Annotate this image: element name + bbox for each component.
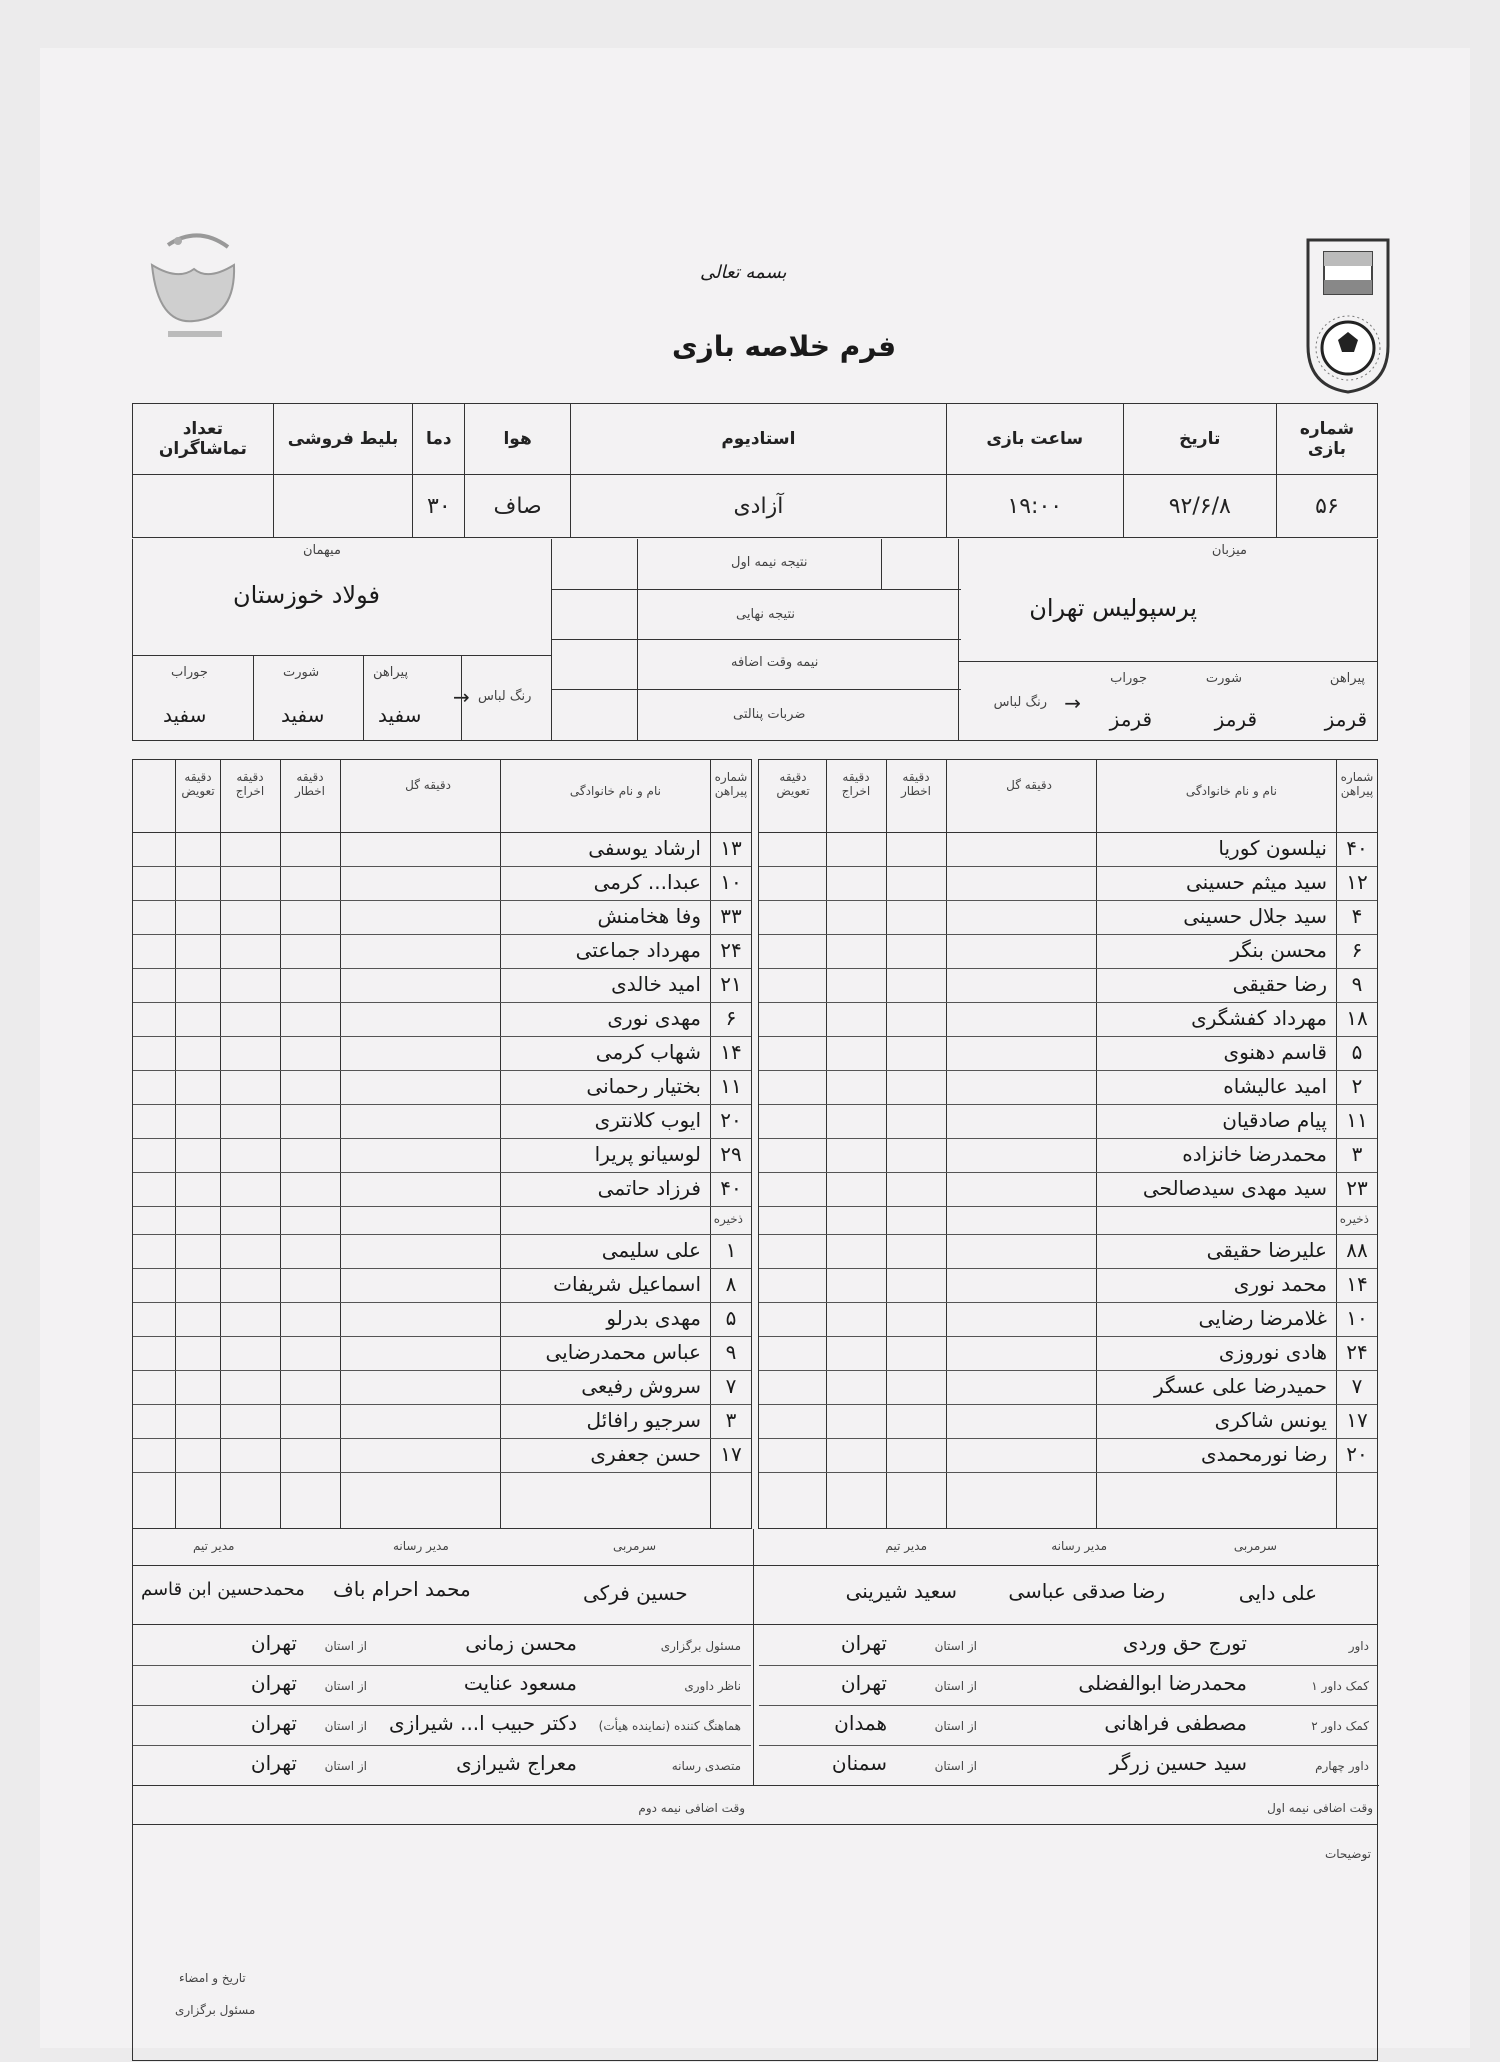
result-first-half-label: نتیجه نیمه اول [731,555,808,570]
guest-row-line [133,1438,751,1439]
host-col-substitution: دقیقه تعویض [776,770,810,798]
official-name: محمدرضا ابوالفضلی [1078,1671,1247,1695]
form-title: فرم خلاصه بازی [672,330,897,363]
host-row-line [759,1268,1377,1269]
time-label: ساعت بازی [946,404,1123,475]
organizer-province: تهران [250,1671,297,1695]
guest-row-line [133,1404,751,1405]
federation-logo [1302,236,1394,396]
guest-player-number: ۳۳ [720,904,742,928]
host-player-number: ۹ [1351,972,1363,996]
host-kit-socks: قرمز [1109,707,1152,731]
host-row-line [759,1206,1377,1207]
host-row-line [759,1070,1377,1071]
guest-col-goal: دقیقه گل [405,778,451,792]
guest-player-number: ۲۰ [720,1108,742,1132]
officials-section [132,1625,1378,1825]
host-reserve-name: محمد نوری [1233,1272,1327,1296]
official-row-line [759,1745,1377,1746]
host-reserve-name: علیرضا حقیقی [1206,1238,1327,1262]
host-coach-label: سرمربی [1233,1539,1277,1553]
guest-media-manager: محمد احرام باف [333,1577,471,1601]
guest-divider [551,539,552,741]
host-team-manager: سعید شیرینی [845,1579,957,1603]
host-label: میزبان [1211,543,1247,558]
guest-row-line [133,1302,751,1303]
host-kit-label: رنگ لباس [993,695,1047,710]
official-from: از استان [934,1759,977,1773]
host-reserve-name: حمیدرضا علی عسگر [1154,1374,1327,1398]
host-row-line [759,1036,1377,1037]
guest-kit-header-shorts: شورت [283,665,320,680]
host-row-line [759,1438,1377,1439]
guest-row-line [133,1472,751,1473]
host-row-line [759,934,1377,935]
guest-player-name: امید خالدی [611,972,701,996]
host-reserve-number: ۱۴ [1346,1272,1368,1296]
guest-reserve-name: علی سلیمی [601,1238,701,1262]
host-player-number: ۴۰ [1346,836,1368,860]
bismillah: بسمه تعالی [700,262,787,283]
host-row-line [759,1002,1377,1003]
host-reserve-name: غلامرضا رضایی [1198,1306,1327,1330]
arrow-icon: → [1064,691,1081,715]
guest-row-line [133,934,751,935]
date-value: ۹۲/۶/۸ [1123,475,1276,538]
results-grid [551,539,961,741]
host-player-number: ۳ [1351,1142,1363,1166]
host-player-number: ۴ [1351,904,1363,928]
guest-row-line [133,1268,751,1269]
host-kit-header-shirt: پیراهن [1329,671,1365,686]
host-reserve-number: ۸۸ [1346,1238,1368,1262]
host-player-name: محسن بنگر [1230,938,1327,962]
guest-row-line [133,1036,751,1037]
guest-player-number: ۱۳ [720,836,742,860]
guest-reserve-number: ۱۷ [720,1442,742,1466]
guest-player-number: ۶ [725,1006,737,1030]
host-player-name: مهرداد کفشگری [1191,1006,1327,1030]
host-player-name: قاسم دهنوی [1223,1040,1327,1064]
host-kit-shorts: قرمز [1214,707,1257,731]
match-info-table [132,403,1378,538]
date-label: تاریخ [1123,404,1276,475]
organizer-name: معراج شیرازی [456,1751,577,1775]
official-row-line [133,1745,751,1746]
guest-coach-label: سرمربی [613,1539,657,1553]
organizer-role: متصدی رسانه [671,1759,741,1773]
host-reserve-name: هادی نوروزی [1218,1340,1327,1364]
organizer-logo [138,225,248,345]
guest-reserve-name: سرجیو رافائل [586,1408,701,1432]
result-penalties-label: ضربات پنالتی [733,707,806,722]
organizer-province: تهران [250,1631,297,1655]
host-col-warning: دقیقه اخطار [900,770,932,798]
host-player-number: ۲ [1351,1074,1363,1098]
guest-player-number: ۴۰ [720,1176,742,1200]
host-row-line [759,1172,1377,1173]
guest-reserve-number: ۱ [725,1238,737,1262]
guest-reserve-label: ذخیره [713,1212,743,1226]
host-row-line [759,900,1377,901]
guest-row-line [133,1206,751,1207]
official-province: تهران [840,1631,887,1655]
host-row-line [759,1138,1377,1139]
official-row-line [759,1705,1377,1706]
guest-player-number: ۱۱ [720,1074,742,1098]
guest-col-substitution: دقیقه تعویض [181,770,215,798]
time-value: ۱۹:۰۰ [946,475,1123,538]
arrow-icon: → [453,685,470,709]
guest-label: میهمان [303,543,341,558]
host-reserve-number: ۷ [1351,1374,1363,1398]
organizer-from: از استان [324,1759,367,1773]
guest-team-name: فولاد خوزستان [233,581,380,609]
guest-reserve-name: مهدی بدرلو [606,1306,701,1330]
host-row-line [759,1104,1377,1105]
organizer-from: از استان [324,1679,367,1693]
host-col-number: شماره پیراهن [1340,770,1374,798]
official-from: از استان [934,1679,977,1693]
guest-coach: حسین فرکی [583,1581,688,1605]
host-kit-header-shorts: شورت [1205,671,1242,686]
guest-row-line [133,1138,751,1139]
host-row-line [759,866,1377,867]
guest-reserve-number: ۷ [725,1374,737,1398]
host-row-line [759,1336,1377,1337]
host-kit-header-socks: جوراب [1110,671,1147,686]
guest-kit-label: رنگ لباس [478,689,532,704]
guest-col-ejection: دقیقه اخراج [235,770,265,798]
host-reserve-number: ۱۰ [1346,1306,1368,1330]
official-province: تهران [840,1671,887,1695]
host-col-name: نام و نام خانوادگی [1185,784,1277,798]
guest-players-section [132,759,752,1529]
signature-organizer: مسئول برگزاری [175,2003,256,2017]
temperature-value: ۳۰ [413,475,465,538]
host-team-name: پرسپولیس تهران [1029,594,1197,622]
host-player-name: سید میثم حسینی [1185,870,1327,894]
host-reserve-label: ذخیره [1339,1212,1369,1226]
match-number-value: ۵۶ [1276,475,1377,538]
host-player-name: محمدرضا خانزاده [1182,1142,1327,1166]
host-player-name: سید مهدی سیدصالحی [1142,1176,1327,1200]
guest-player-name: مهرداد جماعتی [575,938,701,962]
guest-row-line [133,1002,751,1003]
guest-player-name: عبدا... کرمی [593,870,701,894]
result-final-label: نتیجه نهایی [736,607,795,622]
organizer-name: مسعود عنایت [463,1671,577,1695]
official-row-line [133,1705,751,1706]
guest-row-line [133,900,751,901]
host-player-number: ۱۱ [1346,1108,1368,1132]
guest-row-line [133,1370,751,1371]
guest-player-number: ۱۴ [720,1040,742,1064]
host-player-name: سید جلال حسینی [1183,904,1327,928]
guest-media-label: مدیر رسانه [393,1539,449,1553]
guest-player-name: مهدی نوری [607,1006,701,1030]
guest-player-name: وفا هخامنش [597,904,701,928]
temperature-label: دما [413,404,465,475]
organizer-province: تهران [250,1711,297,1735]
notes-label: توضیحات [1324,1847,1371,1861]
organizer-name: دکتر حبیب ا... شیرازی [389,1711,577,1735]
guest-reserve-number: ۳ [725,1408,737,1432]
weather-value: صاف [465,475,570,538]
official-role: کمک داور ۱ [1311,1679,1369,1693]
organizer-from: از استان [324,1719,367,1733]
host-player-name: پیام صادقیان [1222,1108,1327,1132]
host-reserve-number: ۱۷ [1346,1408,1368,1432]
host-col-ejection: دقیقه اخراج [841,770,871,798]
organizer-name: محسن زمانی [465,1631,577,1655]
guest-kit-header-socks: جوراب [171,665,208,680]
host-row-line [759,1234,1377,1235]
host-media-manager: رضا صدقی عباسی [1008,1579,1165,1603]
guest-reserve-number: ۵ [725,1306,737,1330]
guest-player-name: ارشاد یوسفی [588,836,701,860]
match-number-label: شماره بازی [1276,404,1377,475]
guest-manager-label: مدیر تیم [193,1539,235,1553]
host-player-name: امید عالیشاه [1223,1074,1327,1098]
organizer-from: از استان [324,1639,367,1653]
host-col-goal: دقیقه گل [1006,778,1052,792]
official-province: همدان [834,1711,887,1735]
official-name: تورج حق وردی [1122,1631,1247,1655]
guest-player-name: بختیار رحمانی [586,1074,701,1098]
host-player-number: ۶ [1351,938,1363,962]
guest-kit-box [133,655,551,656]
official-role: داور چهارم [1315,1759,1369,1773]
official-name: سید حسین زرگر [1109,1751,1247,1775]
host-media-label: مدیر رسانه [1051,1539,1107,1553]
guest-kit-socks: سفید [163,703,207,727]
host-row-line [759,1404,1377,1405]
official-province: سمنان [831,1751,887,1775]
tickets-sold-value [273,475,412,538]
signature-date: تاریخ و امضاء [179,1971,246,1985]
organizer-role: مسئول برگزاری [660,1639,741,1653]
host-row-line [759,1302,1377,1303]
official-row-line [133,1665,751,1666]
official-role: کمک داور ۲ [1311,1719,1369,1733]
host-player-number: ۲۳ [1346,1176,1368,1200]
host-player-number: ۵ [1351,1040,1363,1064]
guest-player-name: ایوب کلانتری [594,1108,701,1132]
guest-row-line [133,1070,751,1071]
stadium-label: استادیوم [570,404,946,475]
guest-player-number: ۲۹ [720,1142,742,1166]
official-row-line [759,1665,1377,1666]
spectators-value [133,475,274,538]
guest-row-line [133,1234,751,1235]
guest-reserve-name: عباس محمدرضایی [545,1340,701,1364]
host-reserve-number: ۲۰ [1346,1442,1368,1466]
guest-reserve-name: اسماعیل شریفات [553,1272,701,1296]
guest-row-line [133,1172,751,1173]
staff-section [132,1529,1378,1625]
host-player-name: رضا حقیقی [1232,972,1327,996]
official-name: مصطفی فراهانی [1104,1711,1247,1735]
guest-col-name: نام و نام خانوادگی [569,784,661,798]
host-row-line [759,1370,1377,1371]
teams-block [132,539,1378,741]
guest-player-number: ۲۴ [720,938,742,962]
host-reserve-name: رضا نورمحمدی [1201,1442,1327,1466]
guest-row-line [133,866,751,867]
host-manager-label: مدیر تیم [885,1539,927,1553]
guest-col-warning: دقیقه اخطار [294,770,326,798]
guest-player-name: شهاب کرمی [595,1040,701,1064]
host-kit-shirt: قرمز [1324,707,1367,731]
guest-team-manager: محمدحسین ابن قاسم [141,1579,305,1600]
guest-kit-header-shirt: پیراهن [373,665,409,680]
guest-reserve-number: ۹ [725,1340,737,1364]
host-reserve-number: ۲۴ [1346,1340,1368,1364]
notes-box [132,1825,1378,2061]
host-row-line [759,968,1377,969]
organizer-role: ناظر داوری [684,1679,741,1693]
guest-reserve-name: حسن جعفری [590,1442,701,1466]
official-from: از استان [934,1639,977,1653]
result-extra-time-label: نیمه وقت اضافه [731,655,819,670]
host-reserve-name: یونس شاکری [1214,1408,1327,1432]
host-row-line [759,1472,1377,1473]
host-player-name: نیلسون کوریا [1218,836,1327,860]
host-players-section [758,759,1378,1529]
guest-kit-shirt: سفید [378,703,422,727]
tickets-sold-label: بلیط فروشی [273,404,412,475]
guest-reserve-name: سروش رفیعی [581,1374,701,1398]
host-player-number: ۱۸ [1346,1006,1368,1030]
guest-row-line [133,1104,751,1105]
guest-player-number: ۱۰ [720,870,742,894]
guest-row-line [133,968,751,969]
host-coach: علی دایی [1238,1581,1317,1605]
spectators-label: تعداد تماشاگران [133,404,274,475]
guest-kit-shorts: سفید [281,703,325,727]
guest-player-number: ۲۱ [720,972,742,996]
weather-label: هوا [465,404,570,475]
extra-time-second-half: وقت اضافی نیمه دوم [638,1801,745,1815]
guest-player-name: فرزاد حاتمی [597,1176,701,1200]
guest-col-number: شماره پیراهن [714,770,748,798]
guest-row-line [133,1336,751,1337]
stadium-value: آزادی [570,475,946,538]
official-from: از استان [934,1719,977,1733]
host-player-number: ۱۲ [1346,870,1368,894]
guest-player-name: لوسیانو پریرا [594,1142,701,1166]
organizer-role: هماهنگ کننده (نماینده هیأت) [598,1719,741,1733]
guest-reserve-number: ۸ [725,1272,737,1296]
organizer-province: تهران [250,1751,297,1775]
extra-time-first-half: وقت اضافی نیمه اول [1267,1801,1373,1815]
official-role: داور [1348,1639,1369,1653]
